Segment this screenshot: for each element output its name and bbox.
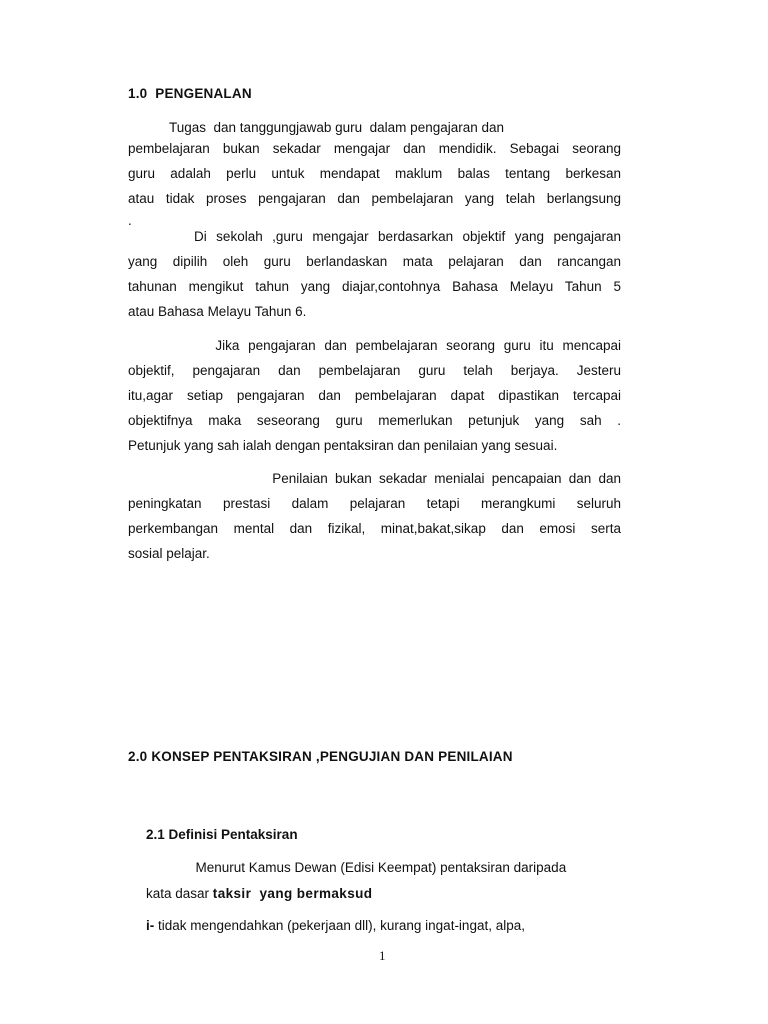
paragraph-line: tahunan mengikut tahun yang diajar,contohnya Bahasa Melayu Tahun 5 [128, 279, 621, 294]
paragraph-line: objektifnya maka seseorang guru memerlukan petunjuk yang sah . [128, 413, 621, 428]
paragraph-line: Petunjuk yang sah ialah dengan pentaksiran dan penilaian yang sesuai. [128, 438, 558, 453]
paragraph-line: pembelajaran bukan sekadar mengajar dan mendidik. Sebagai seorang [128, 141, 621, 156]
definition-line-3-text: tidak mengendahkan (pekerjaan dll), kurang ingat-ingat, alpa, [154, 918, 525, 933]
definition-line-2 [146, 886, 372, 901]
paragraph-3 [128, 333, 621, 458]
definition-line-3 [146, 918, 525, 933]
section-1-heading: 1.0 PENGENALAN [128, 86, 252, 101]
paragraph-line: perkembangan mental dan fizikal, minat,bakat,sikap dan emosi serta [128, 521, 621, 536]
paragraph-line: itu,agar setiap pengajaran dan pembelajaran dapat dipastikan tercapai [128, 388, 621, 403]
paragraph-line: Di sekolah ,guru mengajar berdasarkan objektif yang pengajaran [128, 229, 621, 244]
definition-line-2-text: kata dasar [146, 886, 213, 901]
definition-keyword: taksir yang bermaksud [212, 886, 373, 901]
paragraph-line: Tugas dan tanggungjawab guru dalam pengajaran dan [128, 120, 505, 135]
page-number: 1 [379, 948, 386, 963]
section-2-heading: 2.0 KONSEP PENTAKSIRAN ,PENGUJIAN DAN PENILAIAN [128, 749, 513, 764]
paragraph-2 [128, 224, 621, 324]
paragraph-4 [128, 466, 621, 566]
paragraph-line: atau tidak proses pengajaran dan pembelajaran yang telah berlangsung [128, 191, 621, 206]
paragraph-line: atau Bahasa Melayu Tahun 6. [128, 304, 307, 319]
list-marker: i- [146, 918, 155, 933]
subsection-2-1-heading: 2.1 Definisi Pentaksiran [146, 827, 298, 842]
paragraph-line: peningkatan prestasi dalam pelajaran tetapi merangkumi seluruh [128, 496, 621, 511]
paragraph-line: guru adalah perlu untuk mendapat maklum balas tentang berkesan [128, 166, 621, 181]
paragraph-line: objektif, pengajaran dan pembelajaran guru telah berjaya. Jesteru [128, 363, 621, 378]
paragraph-line: Jika pengajaran dan pembelajaran seorang guru itu mencapai [128, 338, 621, 353]
paragraph-line: Penilaian bukan sekadar menialai pencapaian dan dan [128, 471, 621, 486]
paragraph-line: sosial pelajar. [128, 546, 210, 561]
paragraph-line: . [128, 213, 132, 228]
definition-line-1: Menurut Kamus Dewan (Edisi Keempat) pentaksiran daripada [128, 860, 567, 875]
paragraph-line: yang dipilih oleh guru berlandaskan mata pelajaran dan rancangan [128, 254, 621, 269]
paragraph-1 [128, 118, 621, 230]
